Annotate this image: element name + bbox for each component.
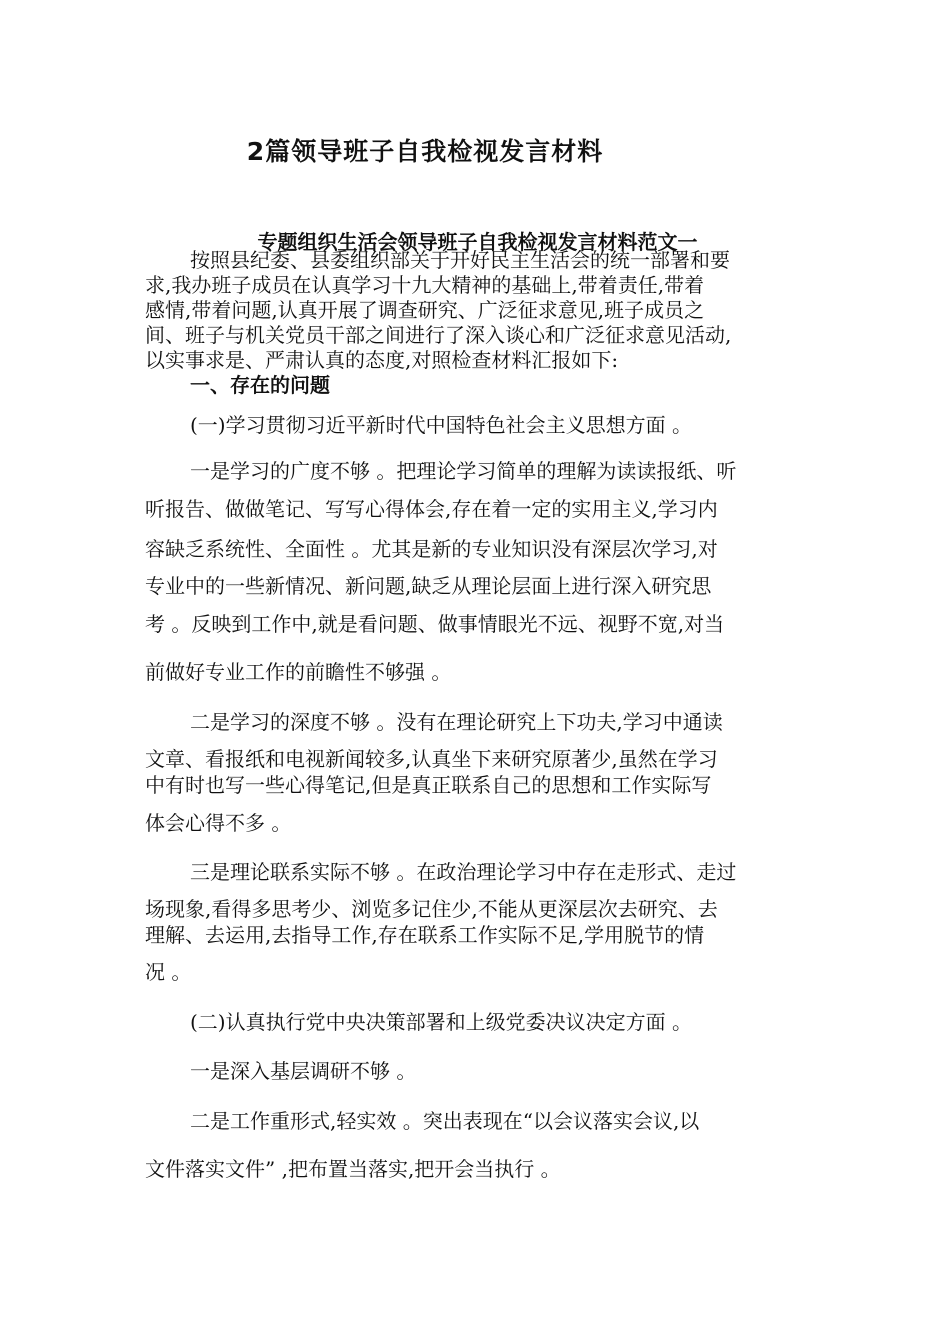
subsection-heading: (二)认真执行党中央决策部署和上级党委决议决定方面 。 bbox=[190, 1010, 692, 1034]
paragraph-line: 容缺乏系统性、全面性 。尤其是新的专业知识没有深层次学习,对 bbox=[145, 537, 718, 561]
paragraph-line: 况 。 bbox=[145, 960, 192, 984]
paragraph-line: 考 。反映到工作中,就是看问题、做事情眼光不远、视野不宽,对当 bbox=[145, 612, 725, 636]
intro-line: 按照县纪委、县委组织部关于开好民主生活会的统一部署和要 bbox=[190, 248, 730, 272]
paragraph-line: 文件落实文件” ,把布置当落实,把开会当执行 。 bbox=[145, 1157, 561, 1181]
paragraph-line: 二是工作重形式,轻实效 。突出表现在“以会议落实会议,以 bbox=[190, 1109, 700, 1133]
paragraph-line: 理解、去运用,去指导工作,存在联系工作实际不足,学用脱节的情 bbox=[145, 923, 705, 947]
paragraph-line: 专业中的一些新情况、新问题,缺乏从理论层面上进行深入研究思 bbox=[145, 574, 712, 598]
paragraph-line: 体会心得不多 。 bbox=[145, 811, 292, 835]
paragraph-line: 中有时也写一些心得笔记,但是真正联系自己的思想和工作实际写 bbox=[145, 773, 712, 797]
paragraph-line: 二是学习的深度不够 。没有在理论研究上下功夫,学习中通读 bbox=[190, 710, 723, 734]
paragraph-line: 场现象,看得多思考少、浏览多记住少,不能从更深层次去研究、去 bbox=[145, 897, 718, 921]
paragraph-line: 听报告、做做笔记、写写心得体会,存在着一定的实用主义,学习内 bbox=[145, 497, 718, 521]
section-heading: 一、存在的问题 bbox=[190, 373, 330, 397]
paragraph-line: 一是学习的广度不够 。把理论学习简单的理解为读读报纸、听 bbox=[190, 459, 737, 483]
section-subtitle: 专题组织生活会领导班子自我检视发言材料范文一 bbox=[257, 230, 698, 254]
intro-line: 求,我办班子成员在认真学习十九大精神的基础上,带着责任,带着 bbox=[145, 273, 705, 297]
paragraph-line: 三是理论联系实际不够 。在政治理论学习中存在走形式、走过 bbox=[190, 860, 737, 884]
paragraph-line: 文章、看报纸和电视新闻较多,认真坐下来研究原著少,虽然在学习 bbox=[145, 747, 718, 771]
intro-line: 以实事求是、严肃认真的态度,对照检查材料汇报如下: bbox=[145, 348, 619, 372]
paragraph-line: 前做好专业工作的前瞻性不够强 。 bbox=[145, 660, 452, 684]
intro-line: 感情,带着问题,认真开展了调查研究、广泛征求意见,班子成员之 bbox=[145, 298, 705, 322]
intro-line: 间、班子与机关党员干部之间进行了深入谈心和广泛征求意见活动, bbox=[145, 323, 732, 347]
document-title: 2篇领导班子自我检视发言材料 bbox=[246, 137, 604, 166]
paragraph-line: 一是深入基层调研不够 。 bbox=[190, 1059, 417, 1083]
subsection-heading: (一)学习贯彻习近平新时代中国特色社会主义思想方面 。 bbox=[190, 413, 692, 437]
